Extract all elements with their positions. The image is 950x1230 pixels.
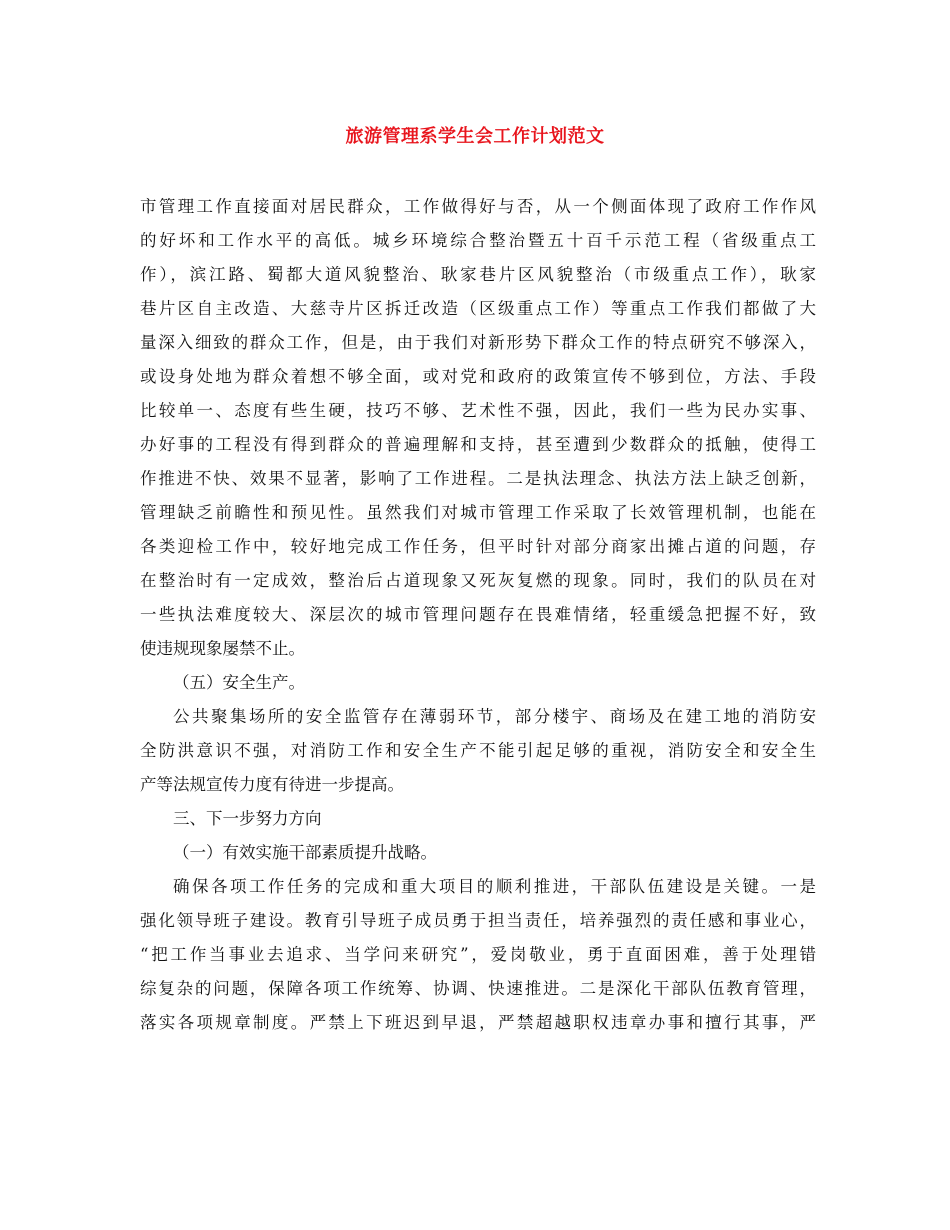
body-line: 量深入细致的群众工作，但是，由于我们对新形势下群众工作的特点研究不够深入， [140,333,816,352]
body-line: 巷片区自主改造、大慈寺片区拆迁改造（区级重点工作）等重点工作我们都做了大 [140,299,816,318]
body-line: 各类迎检工作中，较好地完成工作任务，但平时针对部分商家出摊占道的问题，存 [140,537,816,556]
body-line: 一些执法难度较大、深层次的城市管理问题存在畏难情绪，轻重缓急把握不好，致 [140,605,816,624]
body-line: 管理缺乏前瞻性和预见性。虽然我们对城市管理工作采取了长效管理机制，也能在 [140,503,816,522]
body-line: 确保各项工作任务的完成和重大项目的顺利推进，干部队伍建设是关键。一是 [173,877,816,896]
body-line: 办好事的工程没有得到群众的普遍理解和支持，甚至遭到少数群众的抵触，使得工 [140,435,816,454]
body-line: 市管理工作直接面对居民群众，工作做得好与否，从一个侧面体现了政府工作作风 [140,197,816,216]
body-line: 作推进不快、效果不显著，影响了工作进程。二是执法理念、执法方法上缺乏创新， [140,469,816,488]
body-line: 落实各项规章制度。严禁上下班迟到早退，严禁超越职权违章办事和擅行其事，严 [140,1013,816,1032]
section-heading: 三、下一步努力方向 [173,809,322,828]
body-line: 综复杂的问题，保障各项工作统筹、协调、快速推进。二是深化干部队伍教育管理， [140,979,816,998]
body-line: 在整治时有一定成效，整治后占道现象又死灰复燃的现象。同时，我们的队员在对 [140,571,816,590]
body-line: 公共聚集场所的安全监管存在薄弱环节，部分楼宇、商场及在建工地的消防安 [173,707,816,726]
body-line: 强化领导班子建设。教育引导班子成员勇于担当责任，培养强烈的责任感和事业心， [140,911,816,930]
body-line: 使违规现象屡禁不止。 [140,639,305,658]
section-heading: （五）安全生产。 [173,673,305,692]
body-line: “把工作当事业去追求、当学问来研究”，爱岗敬业，勇于直面困难，善于处理错 [140,945,816,964]
body-line: 或设身处地为群众着想不够全面，或对党和政府的政策宣传不够到位，方法、手段 [140,367,816,386]
body-line: 全防洪意识不强，对消防工作和安全生产不能引起足够的重视，消防安全和安全生 [140,741,816,760]
section-heading: （一）有效实施干部素质提升战略。 [173,843,437,862]
document-body [140,190,816,1040]
body-line: 作），滨江路、蜀都大道风貌整治、耿家巷片区风貌整治（市级重点工作），耿家 [140,265,816,284]
document-title: 旅游管理系学生会工作计划范文 [345,126,605,147]
body-line: 产等法规宣传力度有待进一步提高。 [140,775,404,794]
body-line: 的好坏和工作水平的高低。城乡环境综合整治暨五十百千示范工程（省级重点工 [140,231,816,250]
body-line: 比较单一、态度有些生硬，技巧不够、艺术性不强，因此，我们一些为民办实事、 [140,401,816,420]
